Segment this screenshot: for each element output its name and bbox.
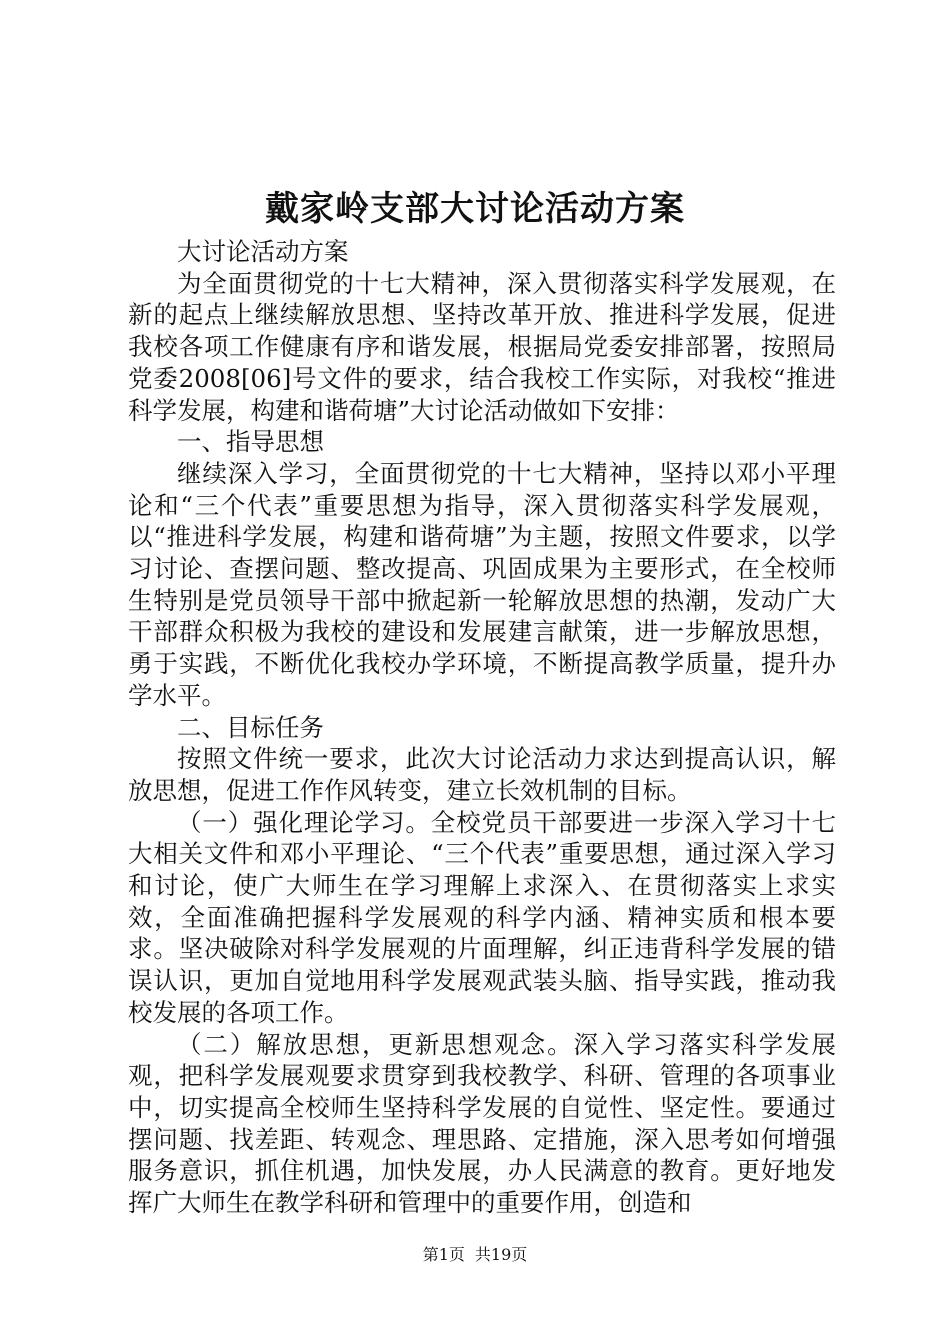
section-heading-guiding-ideology: 一、指导思想	[177, 427, 324, 457]
page-total: 共19页	[474, 1245, 528, 1264]
page-footer	[0, 1244, 950, 1266]
paragraph-intro: 为全面贯彻党的十七大精神，深入贯彻落实科学发展观，在新的起点上继续解放思想、坚持改革开放、推进科学发展，促进我校各项工作健康有序和谐发展，根据局党委安排部署，按照局党委2008[06]号文件的要求，结合我校工作实际，对我校“推进科学发展，构建和谐荷塘”大讨论活动做如下安排：	[128, 268, 836, 425]
document-body	[128, 236, 836, 1219]
paragraph-objectives: 按照文件统一要求，此次大讨论活动力求达到提高认识，解放思想，促进工作作风转变，建立长效机制的目标。	[128, 744, 836, 805]
paragraph-theory-study: （一）强化理论学习。全校党员干部要进一步深入学习十七大相关文件和邓小平理论、“三个代表”重要思想，通过深入学习和讨论，使广大师生在学习理解上求深入、在贯彻落实上求实效，全面准确把握科学发展观的科学内涵、精神实质和根本要求。坚决破除对科学发展观的片面理解，纠正违背科学发展的错误认识，更加自觉地用科学发展观武装头脑、指导实践，推动我校发展的各项工作。	[128, 807, 836, 1027]
page-number: 第1页	[422, 1245, 465, 1264]
section-heading-objectives: 二、目标任务	[177, 712, 324, 742]
paragraph-emancipate-mind: （二）解放思想，更新思想观念。深入学习落实科学发展观，把科学发展观要求贯穿到我校教学、科研、管理的各项事业中，切实提高全校师生坚持科学发展的自觉性、坚定性。要通过摆问题、找差距、转观念、理思路、定措施，深入思考如何增强服务意识，抓住机遇，加快发展，办人民满意的教育。更好地发挥广大师生在教学科研和管理中的重要作用，创造和	[128, 1029, 836, 1218]
paragraph-guiding-ideology: 继续深入学习，全面贯彻党的十七大精神，坚持以邓小平理论和“三个代表”重要思想为指导，深入贯彻落实科学发展观，以“推进科学发展，构建和谐荷塘”为主题，按照文件要求，以学习讨论、查摆问题、整改提高、巩固成果为主要形式，在全校师生特别是党员领导干部中掀起新一轮解放思想的热潮，发动广大干部群众积极为我校的建设和发展建言献策，进一步解放思想，勇于实践，不断优化我校办学环境，不断提高教学质量，提升办学水平。	[128, 458, 836, 710]
paragraph-subtitle: 大讨论活动方案	[177, 237, 349, 266]
document-title: 戴家岭支部大讨论活动方案	[265, 189, 685, 229]
